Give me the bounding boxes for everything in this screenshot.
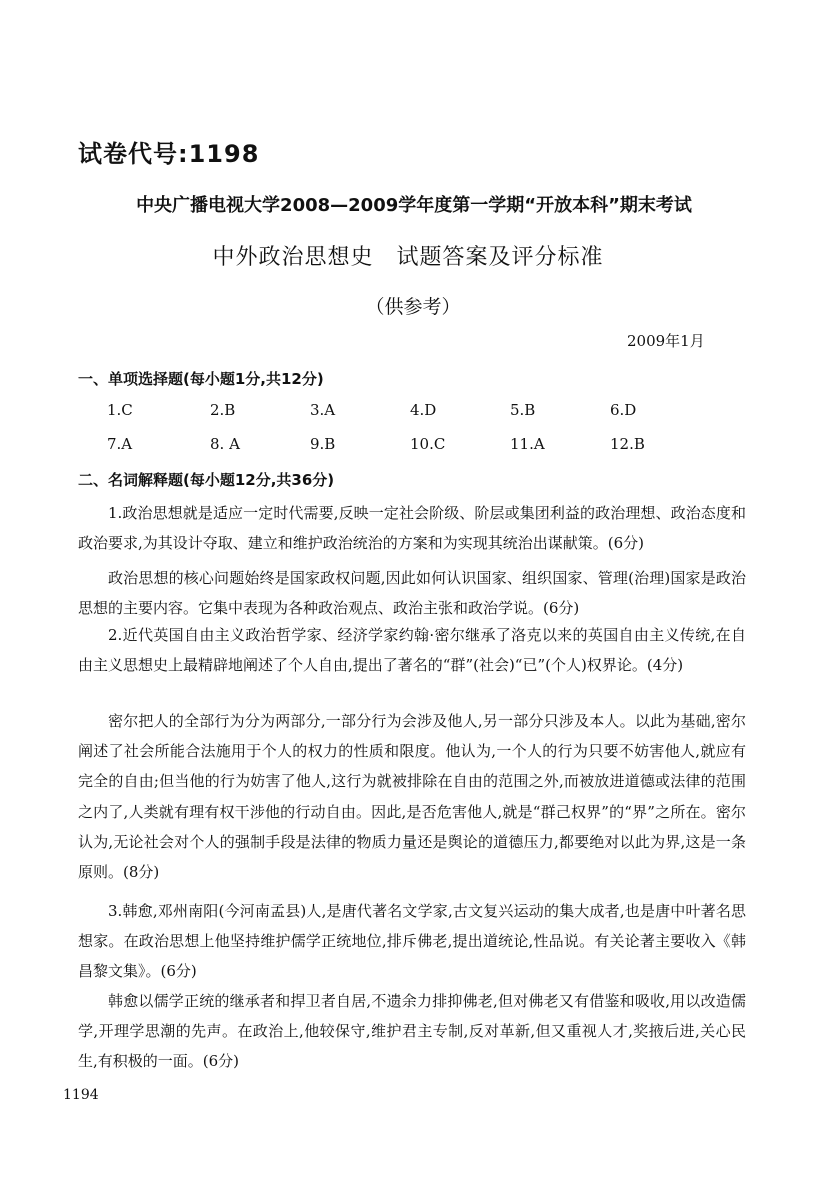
course-title: 中外政治思想史 试题答案及评分标准 [212, 245, 604, 270]
answer-item: 10.C [410, 435, 446, 453]
term-paragraph: 韩愈以儒学正统的继承者和捍卫者自居,不遗余力排抑佛老,但对佛老又有借鉴和吸收,用以改造儒学,开理学思潮的先声。在政治上,他较保守,维护君主专制,反对革新,但又重视人才,奖掖后进,关心民生,有积极的一面。(6分) [78, 992, 746, 1071]
answer-item: 1.C [107, 401, 133, 419]
answer-item: 11.A [510, 435, 545, 453]
term-paragraph: 1.政治思想就是适应一定时代需要,反映一定社会阶级、阶层或集团利益的政治理想、政治态度和政治要求,为其设计夺取、建立和维护政治统治的方案和为实现其统治出谋献策。(6分) [78, 504, 746, 553]
answer-row [107, 435, 727, 459]
exam-date: 2009年1月 [627, 332, 705, 350]
answer-item: 3.A [310, 401, 336, 419]
answer-item: 6.D [610, 401, 637, 419]
term-paragraph: 密尔把人的全部行为分为两部分,一部分行为会涉及他人,另一部分只涉及本人。以此为基础,密尔阐述了社会所能合法施用于个人的权力的性质和限度。他认为,一个人的行为只要不妨害他人,就应有完全的自由;但当他的行为妨害了他人,这行为就被排除在自由的范围之外,而被放进道德或法律的范围之内了,人类就有理有权干涉他的行动自由。因此,是否危害他人,就是“群己权界”的“界”之所在。密尔认为,无论社会对个人的强制手段是法律的物质力量还是舆论的道德压力,都要绝对以此为界,这是一条原则。(8分) [78, 712, 746, 882]
answer-item: 4.D [410, 401, 437, 419]
answer-item: 7.A [107, 435, 133, 453]
exam-title: 中央广播电视大学2008—2009学年度第一学期“开放本科”期末考试 [136, 195, 692, 216]
section-heading-terms: 二、名词解释题(每小题12分,共36分) [78, 471, 335, 489]
answer-item: 8. A [210, 435, 240, 453]
answer-row [107, 401, 727, 425]
term-paragraph: 3.韩愈,邓州南阳(今河南孟县)人,是唐代著名文学家,古文复兴运动的集大成者,也是唐中叶著名思想家。在政治思想上他坚持维护儒学正统地位,排斥佛老,提出道统论,性品说。有关论著主要收入《韩昌黎文集》。(6分) [78, 902, 746, 981]
page-number: 1194 [63, 1087, 99, 1103]
answer-item: 12.B [610, 435, 645, 453]
answer-item: 5.B [510, 401, 536, 419]
answer-item: 2.B [210, 401, 236, 419]
term-paragraph: 2.近代英国自由主义政治哲学家、经济学家约翰·密尔继承了洛克以来的英国自由主义传统,在自由主义思想史上最精辟地阐述了个人自由,提出了著名的“群”(社会)“已”(个人)权界论。(4分) [78, 626, 746, 675]
reference-note: （供参考） [365, 296, 461, 318]
term-paragraph: 政治思想的核心问题始终是国家政权问题,因此如何认识国家、组织国家、管理(治理)国家是政治思想的主要内容。它集中表现为各种政治观点、政治主张和政治学说。(6分) [78, 569, 746, 618]
section-heading-choice: 一、单项选择题(每小题1分,共12分) [78, 370, 324, 388]
answer-item: 9.B [310, 435, 336, 453]
paper-code: 试卷代号:1198 [78, 140, 260, 168]
